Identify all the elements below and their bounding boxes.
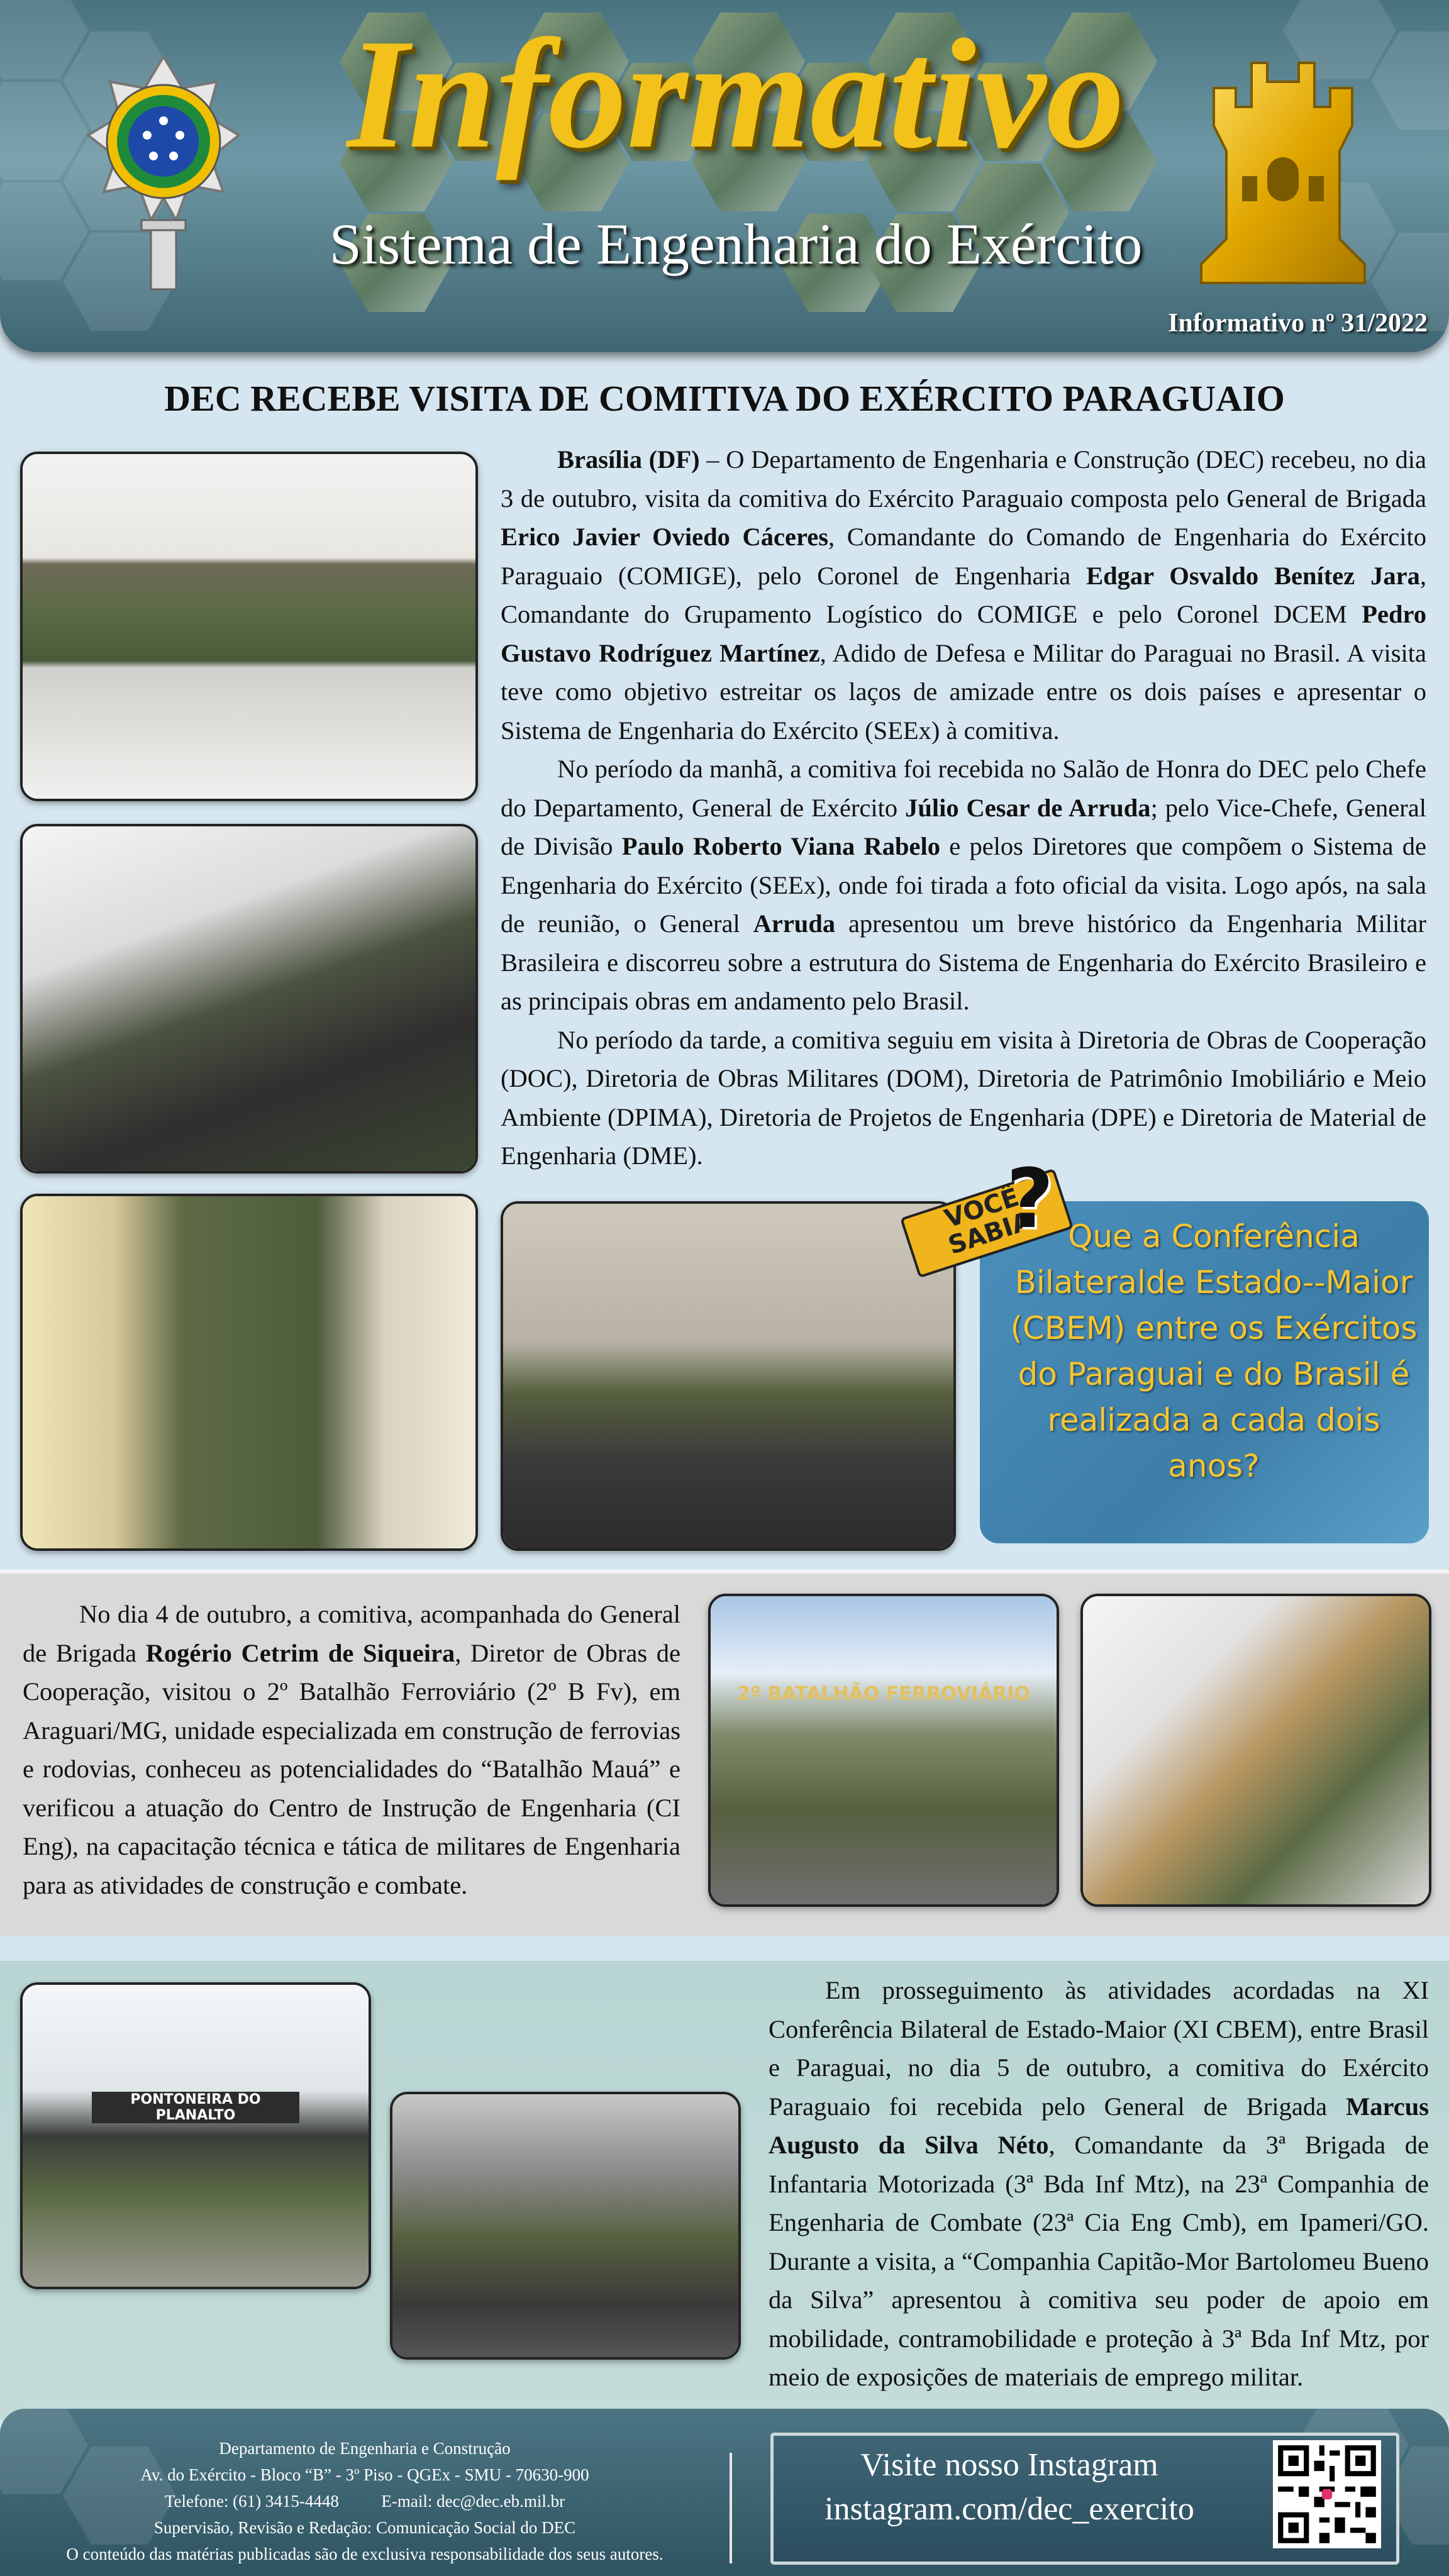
photo-handshake-gift — [20, 1194, 478, 1551]
pontoneira-sign: PONTONEIRA DO PLANALTO — [92, 2092, 299, 2123]
photo-meeting-room — [20, 824, 478, 1174]
photo-bridge-walk — [390, 2092, 741, 2360]
article-2-paragraph: No dia 4 de outubro, a comitiva, acompanhada do General de Brigada Rogério Cetrim de Siqueira, Diretor de Obras de Cooperação, visitou o 2º Batalhão Ferroviário (2º B Fv), em Araguari/MG, unidade especializada em construção de ferrovias e rodovias, conheceu as potencialidades do “Batalhão Mauá” e verificou a atuação do Centro de Instrução de Engenharia (CI Eng), na capacitação técnica e tática de militares de Engenharia para as atividades de construção e combate. — [23, 1600, 680, 1899]
footer-divider — [730, 2453, 732, 2563]
footer-contact-info — [25, 2435, 704, 2567]
photo-pontoneira — [20, 1982, 371, 2289]
article-1 — [501, 440, 1426, 1175]
issue-number: Informativo nº 31/2022 — [1168, 309, 1428, 338]
article-1-paragraph-2: No período da manhã, a comitiva foi recebida no Salão de Honra do DEC pelo Chefe do Departamento, General de Exército Júlio Cesar de Arruda; pelo Vice-Chefe, General de Divisão Paulo Roberto Viana Rabelo e pelos Diretores que compõem o Sistema de Engenharia do Exército (SEEx), onde foi tirada a foto oficial da visita. Logo após, na sala de reunião, o General Arruda apresentou um breve histórico da Engenharia Militar Brasileira e discorreu sobre a estrutura do Sistema de Engenharia do Exército Brasileiro e as principais obras em andamento pelo Brasil. — [501, 755, 1427, 1015]
footer-disclaimer: O conteúdo das matérias publicadas são de exclusiva responsabilidade dos seus autores. — [66, 2545, 663, 2563]
article-3-paragraph: Em prosseguimento às atividades acordadas na XI Conferência Bilateral de Estado-Maior (XI CBEM), entre Brasil e Paraguai, no dia 5 de outubro, a comitiva do Exército Paraguaio foi recebida pelo General de Brigada Marcus Augusto da Silva Néto, Comandante da 3ª Brigada de Infantaria Motorizada (3ª Bda Inf Mtz), na 23ª Companhia de Engenharia de Combate (23ª Cia Eng Cmb), em Ipameri/GO. Durante a visita, a “Companhia Capitão-Mor Bartolomeu Bueno da Silva” apresentou à comitiva seu poder de apoio em mobilidade, contramobilidade e proteção à 3ª Bda Inf Mtz, por meio de exposições de materiais de emprego militar. — [769, 1976, 1429, 2391]
photo-driving-simulator — [1080, 1594, 1431, 1907]
footer-phone-email[interactable]: Telefone: (61) 3415-4448 E-mail: dec@dec.eb.mil.br — [164, 2492, 565, 2511]
photo-railway-battalion — [708, 1594, 1059, 1907]
photo-group-outdoor — [501, 1201, 956, 1551]
instagram-cta: Visite nosso Instagram — [860, 2447, 1158, 2483]
did-you-know-text: Que a Conferência Bilateralde Estado--Maior (CBEM) entre os Exércitos do Paraguai e do Brasil é realizada a cada dois anos? — [1010, 1218, 1418, 1484]
footer-credits: Supervisão, Revisão e Redação: Comunicação Social do DEC — [153, 2518, 576, 2537]
brand-title: Informativo — [347, 7, 1125, 181]
did-you-know-tag: VOCÊ SABIA — [900, 1169, 1074, 1279]
battalion-sign: 2º BATALHÃO FERROVIÁRIO — [737, 1683, 1030, 1705]
article-1-paragraph-3: No período da tarde, a comitiva seguiu em visita à Diretoria de Obras de Cooperação (DOC), Diretoria de Obras Militares (DOM), Diretoria de Patrimônio Imobiliário e Meio Ambiente (DPIMA), Diretoria de Projetos de Engenharia (DPE) e Diretoria de Material de Engenharia (DME). — [501, 1025, 1426, 1170]
question-mark-icon: ? — [1006, 1151, 1054, 1246]
article-1-paragraph-1: Brasília (DF) – O Departamento de Engenharia e Construção (DEC) recebeu, no dia 3 de outubro, visita da comitiva do Exército Paraguaio composta pelo General de Brigada Erico Javier Oviedo Cáceres, Comandante do Comando de Engenharia do Exército Paraguaio (COMIGE), pelo Coronel de Engenharia Edgar Osvaldo Benítez Jara, Comandante do Grupamento Logístico do COMIGE e pelo Coronel DCEM Pedro Gustavo Rodríguez Martínez, Adido de Defesa e Militar do Paraguai no Brasil. A visita teve como objetivo estreitar os laços de amizade entre os dois países e apresentar o Sistema de Engenharia do Exército (SEEx) à comitiva. — [501, 445, 1427, 745]
article-2 — [23, 1595, 680, 1904]
footer-department: Departamento de Engenharia e Construção — [219, 2439, 511, 2458]
brand-subtitle: Sistema de Engenharia do Exército — [329, 212, 1143, 276]
article-3 — [769, 1971, 1429, 2397]
photo-honor-hall — [20, 452, 478, 801]
qr-code-icon[interactable] — [1273, 2440, 1381, 2548]
army-emblem-icon — [82, 50, 245, 302]
instagram-link[interactable]: instagram.com/dec_exercito — [824, 2491, 1194, 2527]
footer-address: Av. do Exército - Bloco “B” - 3º Piso - QGEx - SMU - 70630-900 — [140, 2465, 589, 2484]
page-headline: DEC RECEBE VISITA DE COMITIVA DO EXÉRCITO PARAGUAIO — [164, 378, 1285, 419]
